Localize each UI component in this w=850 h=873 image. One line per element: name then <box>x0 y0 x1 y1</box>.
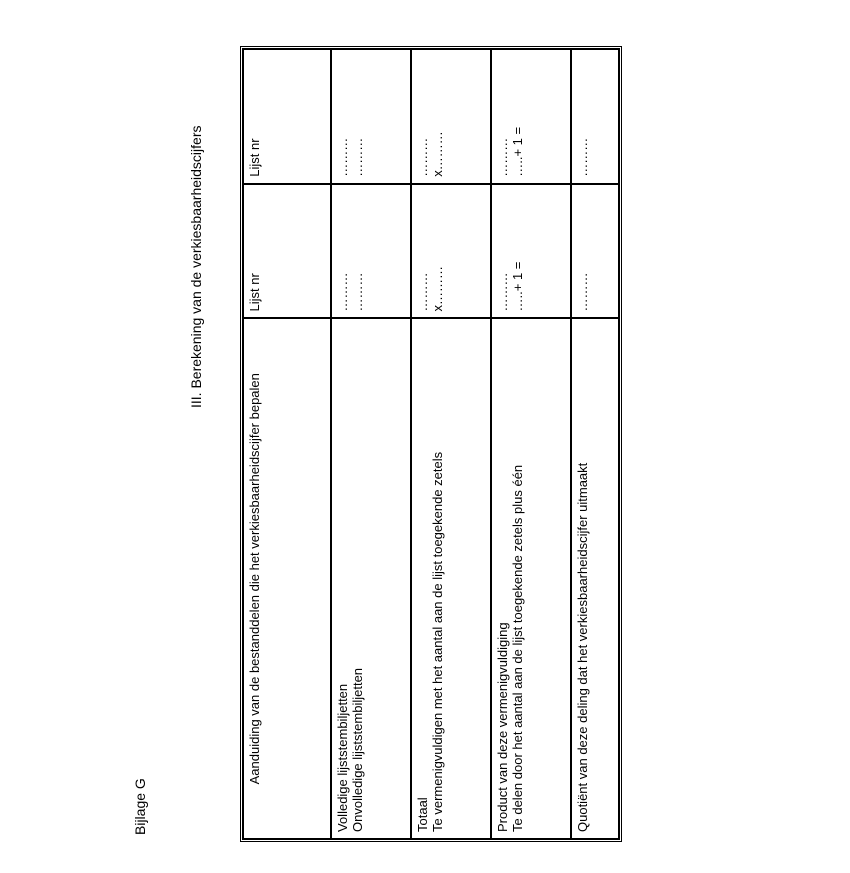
row-label-line: Totaal <box>415 797 430 832</box>
row-label-line: Onvolledige lijststembiljetten <box>350 667 365 832</box>
list-1-label: Lijst nr <box>247 273 262 312</box>
calculation-table <box>240 46 622 842</box>
table-row <box>571 49 619 839</box>
value-line: ……… <box>495 272 510 312</box>
row-label-cell <box>331 318 411 839</box>
list-1-value-cell <box>411 184 491 319</box>
table-row <box>411 49 491 839</box>
header-list-1 <box>243 184 331 319</box>
list-1-value-cell <box>331 184 411 319</box>
value-line: ……… <box>415 272 430 312</box>
table-row <box>331 49 411 839</box>
header-label-cell <box>243 318 331 839</box>
list-2-value-cell <box>331 49 411 184</box>
row-label-line: Volledige lijststembiljetten <box>335 683 350 832</box>
value-line: ……… <box>575 272 590 312</box>
row-label-cell <box>491 318 571 839</box>
calculation-table-wrapper <box>240 46 616 842</box>
header-label: Aanduiding van de bestanddelen die het verkiesbaarheidscijfer bepalen <box>247 373 262 785</box>
row-label-cell <box>411 318 491 839</box>
page-title: III. Berekening van de verkiesbaarheidscijfers <box>188 125 204 408</box>
value-line: x……… <box>430 265 445 312</box>
list-2-value-cell <box>491 49 571 184</box>
value-line: ……… <box>335 137 350 177</box>
annex-label: Bijlage G <box>132 778 148 835</box>
value-line: …..+ 1 = <box>510 261 525 312</box>
row-label-line: Te vermenigvuldigen met het aantal aan de lijst toegekende zetels <box>430 451 445 832</box>
value-line: ……… <box>575 137 590 177</box>
row-label-line: Quotiënt van deze deling dat het verkiesbaarheidscijfer uitmaakt <box>575 462 590 832</box>
list-2-label: Lijst nr <box>247 138 262 177</box>
value-line: …..+ 1 = <box>510 126 525 177</box>
list-2-value-cell <box>411 49 491 184</box>
list-1-value-cell <box>491 184 571 319</box>
table-row <box>491 49 571 839</box>
list-2-value-cell <box>571 49 619 184</box>
value-line: x……… <box>430 131 445 177</box>
table-header-row <box>243 49 331 839</box>
value-line: ……… <box>350 137 365 177</box>
value-line: ……… <box>495 137 510 177</box>
list-1-value-cell <box>571 184 619 319</box>
row-label-line: Te delen door het aantal aan de lijst toegekende zetels plus één <box>510 464 525 832</box>
header-list-2 <box>243 49 331 184</box>
row-label-line: Product van deze vermenigvuldiging <box>495 622 510 832</box>
row-label-cell <box>571 318 619 839</box>
value-line: ……… <box>415 137 430 177</box>
value-line: ……… <box>350 272 365 312</box>
value-line: ……… <box>335 272 350 312</box>
